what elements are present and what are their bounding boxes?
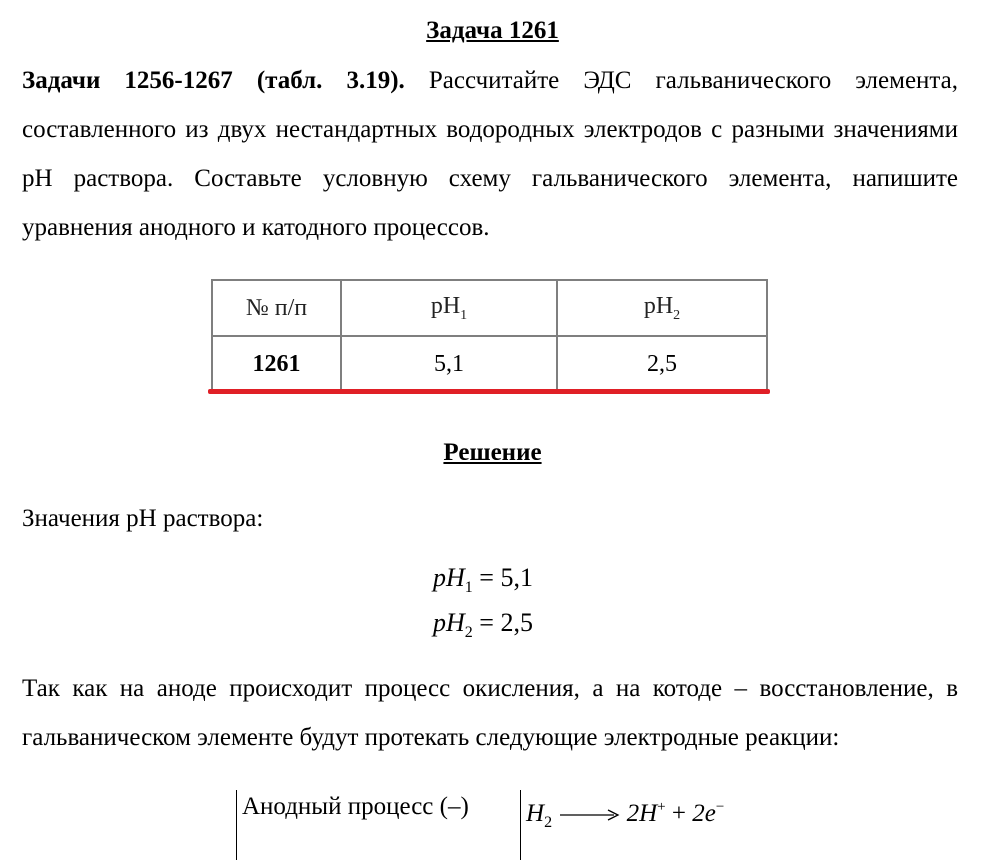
anode-label: Анодный процесс (–): [242, 793, 469, 820]
table-row: [212, 336, 767, 392]
problem-text: Рассчитайте ЭДС гальванического элемента, составленного из двух нестандартных водородных электродов с разными значениями pH раствора. Составьте условную схему гальванического элемента, напишите уравнения анодного и катодного процессов.: [22, 67, 958, 241]
table-header-cell: $pH_2$: [557, 280, 767, 336]
anode-equation: $H_2$ 2H+ + 2e−: [526, 799, 725, 831]
arrow-right-icon: [558, 805, 620, 825]
anode-reaction-block: [0, 790, 985, 860]
table-cell: 5,1: [341, 336, 557, 392]
table-cell: 1261: [212, 336, 341, 392]
problem-statement: [22, 56, 958, 252]
page-title: Задача 1261: [426, 17, 559, 44]
formula-ph1: $pH_1 = 5,1$: [433, 563, 533, 596]
divider-line: [520, 790, 521, 860]
table-header-row: [212, 280, 767, 336]
divider-line: [236, 790, 237, 860]
problem-lead: Задачи 1256-1267 (табл. 3.19).: [22, 67, 405, 94]
table-header-cell: $pH_1$: [341, 280, 557, 336]
reactions-intro: Так как на аноде происходит процесс окисления, а на котоде – восстановление, в гальваническом элементе будут протекать следующие электродные реакции:: [22, 675, 958, 751]
solution-title: Решение: [443, 439, 542, 466]
data-table: [211, 279, 768, 393]
table-cell: 2,5: [557, 336, 767, 392]
ph-intro: Значения pH раствора:: [22, 505, 264, 532]
table-header-cell: № п/п: [212, 280, 341, 336]
formula-ph2: $pH_2 = 2,5$: [433, 608, 533, 641]
red-underline: [208, 389, 770, 394]
